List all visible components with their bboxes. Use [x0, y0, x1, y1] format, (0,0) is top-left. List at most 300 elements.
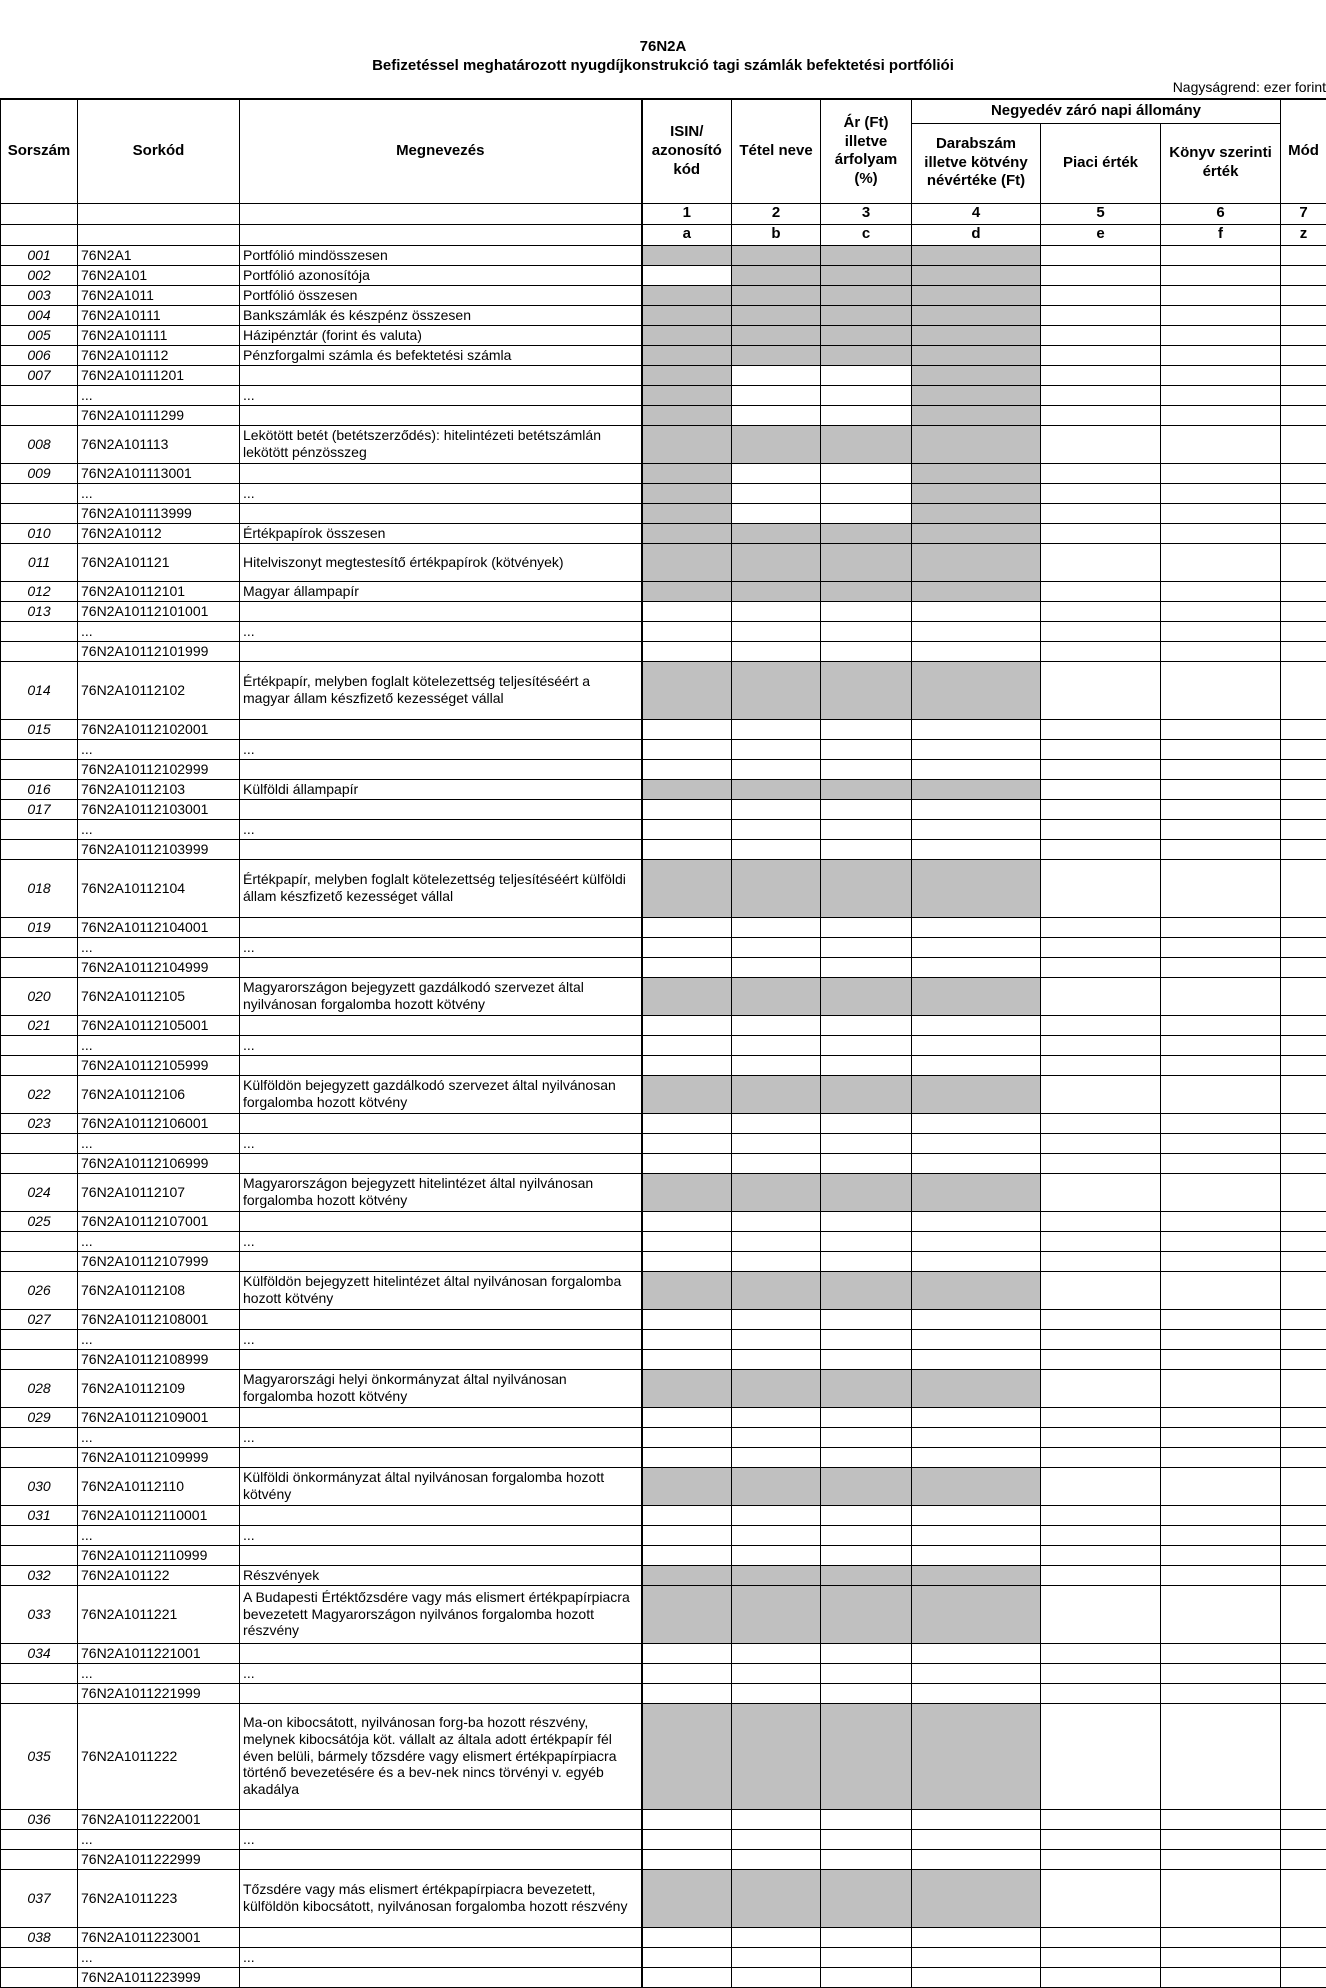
cell-konyv[interactable]: [1161, 1427, 1281, 1447]
cell-tetel[interactable]: [732, 1369, 821, 1407]
cell-ar[interactable]: [821, 1505, 912, 1525]
cell-ar[interactable]: [821, 1211, 912, 1231]
cell-tetel[interactable]: [732, 1947, 821, 1967]
cell-mod[interactable]: [1281, 1309, 1326, 1329]
cell-ar[interactable]: [821, 405, 912, 425]
cell-darab[interactable]: [912, 1703, 1041, 1809]
cell-isin[interactable]: [642, 1869, 732, 1927]
cell-mod[interactable]: [1281, 1829, 1326, 1849]
cell-konyv[interactable]: [1161, 503, 1281, 523]
cell-piaci[interactable]: [1041, 1427, 1161, 1447]
cell-konyv[interactable]: [1161, 385, 1281, 405]
cell-mod[interactable]: [1281, 1173, 1326, 1211]
cell-mod[interactable]: [1281, 1703, 1326, 1809]
cell-darab[interactable]: [912, 1683, 1041, 1703]
cell-tetel[interactable]: [732, 1015, 821, 1035]
cell-tetel[interactable]: [732, 779, 821, 799]
cell-piaci[interactable]: [1041, 641, 1161, 661]
cell-ar[interactable]: [821, 1829, 912, 1849]
cell-isin[interactable]: [642, 245, 732, 265]
cell-darab[interactable]: [912, 1849, 1041, 1869]
cell-mod[interactable]: [1281, 1113, 1326, 1133]
cell-darab[interactable]: [912, 523, 1041, 543]
cell-piaci[interactable]: [1041, 463, 1161, 483]
cell-isin[interactable]: [642, 1927, 732, 1947]
cell-isin[interactable]: [642, 1035, 732, 1055]
cell-piaci[interactable]: [1041, 1525, 1161, 1545]
cell-isin[interactable]: [642, 601, 732, 621]
cell-ar[interactable]: [821, 1849, 912, 1869]
cell-ar[interactable]: [821, 661, 912, 719]
cell-darab[interactable]: [912, 1525, 1041, 1545]
cell-piaci[interactable]: [1041, 1467, 1161, 1505]
cell-isin[interactable]: [642, 641, 732, 661]
cell-konyv[interactable]: [1161, 819, 1281, 839]
cell-piaci[interactable]: [1041, 1271, 1161, 1309]
cell-isin[interactable]: [642, 739, 732, 759]
cell-darab[interactable]: [912, 1075, 1041, 1113]
cell-tetel[interactable]: [732, 719, 821, 739]
cell-piaci[interactable]: [1041, 1329, 1161, 1349]
cell-tetel[interactable]: [732, 759, 821, 779]
cell-konyv[interactable]: [1161, 523, 1281, 543]
cell-isin[interactable]: [642, 325, 732, 345]
cell-tetel[interactable]: [732, 739, 821, 759]
cell-isin[interactable]: [642, 799, 732, 819]
cell-piaci[interactable]: [1041, 1113, 1161, 1133]
cell-tetel[interactable]: [732, 1427, 821, 1447]
cell-isin[interactable]: [642, 1309, 732, 1329]
cell-piaci[interactable]: [1041, 859, 1161, 917]
cell-darab[interactable]: [912, 957, 1041, 977]
cell-tetel[interactable]: [732, 1075, 821, 1113]
cell-darab[interactable]: [912, 405, 1041, 425]
cell-darab[interactable]: [912, 1545, 1041, 1565]
cell-isin[interactable]: [642, 661, 732, 719]
cell-piaci[interactable]: [1041, 1849, 1161, 1869]
cell-darab[interactable]: [912, 937, 1041, 957]
cell-piaci[interactable]: [1041, 1035, 1161, 1055]
cell-isin[interactable]: [642, 1829, 732, 1849]
cell-ar[interactable]: [821, 1407, 912, 1427]
cell-ar[interactable]: [821, 1133, 912, 1153]
cell-tetel[interactable]: [732, 819, 821, 839]
cell-mod[interactable]: [1281, 739, 1326, 759]
cell-tetel[interactable]: [732, 1505, 821, 1525]
cell-isin[interactable]: [642, 1211, 732, 1231]
cell-mod[interactable]: [1281, 1683, 1326, 1703]
cell-tetel[interactable]: [732, 1035, 821, 1055]
cell-tetel[interactable]: [732, 1545, 821, 1565]
cell-tetel[interactable]: [732, 1447, 821, 1467]
cell-isin[interactable]: [642, 1643, 732, 1663]
cell-ar[interactable]: [821, 1271, 912, 1309]
cell-ar[interactable]: [821, 503, 912, 523]
cell-konyv[interactable]: [1161, 601, 1281, 621]
cell-isin[interactable]: [642, 1467, 732, 1505]
cell-ar[interactable]: [821, 719, 912, 739]
cell-konyv[interactable]: [1161, 1407, 1281, 1427]
cell-ar[interactable]: [821, 1967, 912, 1987]
cell-piaci[interactable]: [1041, 1211, 1161, 1231]
cell-konyv[interactable]: [1161, 1927, 1281, 1947]
cell-piaci[interactable]: [1041, 1133, 1161, 1153]
cell-ar[interactable]: [821, 937, 912, 957]
cell-ar[interactable]: [821, 739, 912, 759]
cell-isin[interactable]: [642, 425, 732, 463]
cell-darab[interactable]: [912, 365, 1041, 385]
cell-ar[interactable]: [821, 1055, 912, 1075]
cell-piaci[interactable]: [1041, 385, 1161, 405]
cell-darab[interactable]: [912, 1643, 1041, 1663]
cell-ar[interactable]: [821, 641, 912, 661]
cell-tetel[interactable]: [732, 1113, 821, 1133]
cell-mod[interactable]: [1281, 523, 1326, 543]
cell-darab[interactable]: [912, 503, 1041, 523]
cell-mod[interactable]: [1281, 641, 1326, 661]
cell-konyv[interactable]: [1161, 1369, 1281, 1407]
cell-ar[interactable]: [821, 621, 912, 641]
cell-isin[interactable]: [642, 1683, 732, 1703]
cell-konyv[interactable]: [1161, 1251, 1281, 1271]
cell-piaci[interactable]: [1041, 1505, 1161, 1525]
cell-mod[interactable]: [1281, 957, 1326, 977]
cell-isin[interactable]: [642, 719, 732, 739]
cell-piaci[interactable]: [1041, 285, 1161, 305]
cell-isin[interactable]: [642, 1329, 732, 1349]
cell-konyv[interactable]: [1161, 739, 1281, 759]
cell-mod[interactable]: [1281, 661, 1326, 719]
cell-konyv[interactable]: [1161, 1663, 1281, 1683]
cell-tetel[interactable]: [732, 799, 821, 819]
cell-konyv[interactable]: [1161, 1309, 1281, 1329]
cell-tetel[interactable]: [732, 1585, 821, 1643]
cell-piaci[interactable]: [1041, 543, 1161, 581]
cell-mod[interactable]: [1281, 1927, 1326, 1947]
cell-piaci[interactable]: [1041, 739, 1161, 759]
cell-piaci[interactable]: [1041, 1927, 1161, 1947]
cell-isin[interactable]: [642, 1663, 732, 1683]
cell-isin[interactable]: [642, 463, 732, 483]
cell-konyv[interactable]: [1161, 1545, 1281, 1565]
cell-piaci[interactable]: [1041, 581, 1161, 601]
cell-mod[interactable]: [1281, 483, 1326, 503]
cell-isin[interactable]: [642, 1585, 732, 1643]
cell-piaci[interactable]: [1041, 1309, 1161, 1329]
cell-ar[interactable]: [821, 1663, 912, 1683]
cell-konyv[interactable]: [1161, 957, 1281, 977]
cell-piaci[interactable]: [1041, 1663, 1161, 1683]
cell-ar[interactable]: [821, 1809, 912, 1829]
cell-mod[interactable]: [1281, 1663, 1326, 1683]
cell-konyv[interactable]: [1161, 245, 1281, 265]
cell-darab[interactable]: [912, 1271, 1041, 1309]
cell-tetel[interactable]: [732, 661, 821, 719]
cell-darab[interactable]: [912, 325, 1041, 345]
cell-tetel[interactable]: [732, 1663, 821, 1683]
cell-isin[interactable]: [642, 523, 732, 543]
cell-ar[interactable]: [821, 1927, 912, 1947]
cell-isin[interactable]: [642, 285, 732, 305]
cell-mod[interactable]: [1281, 1349, 1326, 1369]
cell-konyv[interactable]: [1161, 1703, 1281, 1809]
cell-tetel[interactable]: [732, 601, 821, 621]
cell-ar[interactable]: [821, 917, 912, 937]
cell-darab[interactable]: [912, 1211, 1041, 1231]
cell-tetel[interactable]: [732, 1525, 821, 1545]
cell-mod[interactable]: [1281, 425, 1326, 463]
cell-tetel[interactable]: [732, 1643, 821, 1663]
cell-ar[interactable]: [821, 305, 912, 325]
cell-isin[interactable]: [642, 1545, 732, 1565]
cell-ar[interactable]: [821, 1643, 912, 1663]
cell-darab[interactable]: [912, 1447, 1041, 1467]
cell-ar[interactable]: [821, 1329, 912, 1349]
cell-isin[interactable]: [642, 503, 732, 523]
cell-ar[interactable]: [821, 1525, 912, 1545]
cell-ar[interactable]: [821, 325, 912, 345]
cell-tetel[interactable]: [732, 1309, 821, 1329]
cell-darab[interactable]: [912, 1585, 1041, 1643]
cell-mod[interactable]: [1281, 1467, 1326, 1505]
cell-darab[interactable]: [912, 463, 1041, 483]
cell-isin[interactable]: [642, 1113, 732, 1133]
cell-konyv[interactable]: [1161, 1585, 1281, 1643]
cell-piaci[interactable]: [1041, 345, 1161, 365]
cell-darab[interactable]: [912, 1505, 1041, 1525]
cell-tetel[interactable]: [732, 641, 821, 661]
cell-darab[interactable]: [912, 1427, 1041, 1447]
cell-mod[interactable]: [1281, 345, 1326, 365]
cell-piaci[interactable]: [1041, 1829, 1161, 1849]
cell-piaci[interactable]: [1041, 503, 1161, 523]
cell-isin[interactable]: [642, 483, 732, 503]
cell-konyv[interactable]: [1161, 1035, 1281, 1055]
cell-mod[interactable]: [1281, 1947, 1326, 1967]
cell-darab[interactable]: [912, 661, 1041, 719]
cell-isin[interactable]: [642, 1967, 732, 1987]
cell-isin[interactable]: [642, 1407, 732, 1427]
cell-isin[interactable]: [642, 305, 732, 325]
cell-konyv[interactable]: [1161, 1467, 1281, 1505]
cell-konyv[interactable]: [1161, 759, 1281, 779]
cell-tetel[interactable]: [732, 1133, 821, 1153]
cell-darab[interactable]: [912, 1369, 1041, 1407]
cell-piaci[interactable]: [1041, 365, 1161, 385]
cell-konyv[interactable]: [1161, 799, 1281, 819]
cell-tetel[interactable]: [732, 917, 821, 937]
cell-darab[interactable]: [912, 1251, 1041, 1271]
cell-tetel[interactable]: [732, 285, 821, 305]
cell-tetel[interactable]: [732, 503, 821, 523]
cell-isin[interactable]: [642, 1505, 732, 1525]
cell-piaci[interactable]: [1041, 779, 1161, 799]
cell-tetel[interactable]: [732, 1703, 821, 1809]
cell-tetel[interactable]: [732, 1565, 821, 1585]
cell-isin[interactable]: [642, 543, 732, 581]
cell-tetel[interactable]: [732, 839, 821, 859]
cell-ar[interactable]: [821, 1075, 912, 1113]
cell-darab[interactable]: [912, 285, 1041, 305]
cell-mod[interactable]: [1281, 1643, 1326, 1663]
cell-darab[interactable]: [912, 759, 1041, 779]
cell-tetel[interactable]: [732, 937, 821, 957]
cell-mod[interactable]: [1281, 977, 1326, 1015]
cell-mod[interactable]: [1281, 245, 1326, 265]
cell-tetel[interactable]: [732, 621, 821, 641]
cell-tetel[interactable]: [732, 859, 821, 917]
cell-konyv[interactable]: [1161, 1809, 1281, 1829]
cell-isin[interactable]: [642, 1015, 732, 1035]
cell-mod[interactable]: [1281, 543, 1326, 581]
cell-mod[interactable]: [1281, 265, 1326, 285]
cell-konyv[interactable]: [1161, 1505, 1281, 1525]
cell-konyv[interactable]: [1161, 1113, 1281, 1133]
cell-darab[interactable]: [912, 483, 1041, 503]
cell-tetel[interactable]: [732, 543, 821, 581]
cell-mod[interactable]: [1281, 839, 1326, 859]
cell-darab[interactable]: [912, 1869, 1041, 1927]
cell-tetel[interactable]: [732, 977, 821, 1015]
cell-darab[interactable]: [912, 977, 1041, 1015]
cell-konyv[interactable]: [1161, 1271, 1281, 1309]
cell-mod[interactable]: [1281, 1329, 1326, 1349]
cell-isin[interactable]: [642, 1251, 732, 1271]
cell-piaci[interactable]: [1041, 621, 1161, 641]
cell-isin[interactable]: [642, 581, 732, 601]
cell-mod[interactable]: [1281, 305, 1326, 325]
cell-piaci[interactable]: [1041, 759, 1161, 779]
cell-konyv[interactable]: [1161, 839, 1281, 859]
cell-mod[interactable]: [1281, 325, 1326, 345]
cell-darab[interactable]: [912, 305, 1041, 325]
cell-piaci[interactable]: [1041, 1869, 1161, 1927]
cell-isin[interactable]: [642, 1565, 732, 1585]
cell-tetel[interactable]: [732, 1271, 821, 1309]
cell-mod[interactable]: [1281, 1505, 1326, 1525]
cell-piaci[interactable]: [1041, 1809, 1161, 1829]
cell-tetel[interactable]: [732, 1329, 821, 1349]
cell-mod[interactable]: [1281, 917, 1326, 937]
cell-darab[interactable]: [912, 1035, 1041, 1055]
cell-darab[interactable]: [912, 859, 1041, 917]
cell-mod[interactable]: [1281, 1133, 1326, 1153]
cell-darab[interactable]: [912, 1967, 1041, 1987]
cell-piaci[interactable]: [1041, 1075, 1161, 1113]
cell-isin[interactable]: [642, 1849, 732, 1869]
cell-mod[interactable]: [1281, 819, 1326, 839]
cell-konyv[interactable]: [1161, 305, 1281, 325]
cell-piaci[interactable]: [1041, 523, 1161, 543]
cell-isin[interactable]: [642, 265, 732, 285]
cell-mod[interactable]: [1281, 601, 1326, 621]
cell-isin[interactable]: [642, 345, 732, 365]
cell-ar[interactable]: [821, 1447, 912, 1467]
cell-piaci[interactable]: [1041, 1251, 1161, 1271]
cell-tetel[interactable]: [732, 463, 821, 483]
cell-mod[interactable]: [1281, 1035, 1326, 1055]
cell-darab[interactable]: [912, 601, 1041, 621]
cell-darab[interactable]: [912, 819, 1041, 839]
cell-piaci[interactable]: [1041, 957, 1161, 977]
cell-darab[interactable]: [912, 425, 1041, 463]
cell-ar[interactable]: [821, 1251, 912, 1271]
cell-piaci[interactable]: [1041, 405, 1161, 425]
cell-piaci[interactable]: [1041, 305, 1161, 325]
cell-isin[interactable]: [642, 819, 732, 839]
cell-tetel[interactable]: [732, 425, 821, 463]
cell-isin[interactable]: [642, 1153, 732, 1173]
cell-piaci[interactable]: [1041, 1643, 1161, 1663]
cell-ar[interactable]: [821, 1869, 912, 1927]
cell-ar[interactable]: [821, 385, 912, 405]
cell-mod[interactable]: [1281, 1447, 1326, 1467]
cell-mod[interactable]: [1281, 1525, 1326, 1545]
cell-tetel[interactable]: [732, 1407, 821, 1427]
cell-ar[interactable]: [821, 523, 912, 543]
cell-darab[interactable]: [912, 839, 1041, 859]
cell-piaci[interactable]: [1041, 819, 1161, 839]
cell-piaci[interactable]: [1041, 917, 1161, 937]
cell-darab[interactable]: [912, 1133, 1041, 1153]
cell-tetel[interactable]: [732, 1349, 821, 1369]
cell-ar[interactable]: [821, 483, 912, 503]
cell-konyv[interactable]: [1161, 1329, 1281, 1349]
cell-konyv[interactable]: [1161, 1055, 1281, 1075]
cell-mod[interactable]: [1281, 1967, 1326, 1987]
cell-ar[interactable]: [821, 1113, 912, 1133]
cell-darab[interactable]: [912, 1947, 1041, 1967]
cell-konyv[interactable]: [1161, 917, 1281, 937]
cell-konyv[interactable]: [1161, 265, 1281, 285]
cell-mod[interactable]: [1281, 719, 1326, 739]
cell-konyv[interactable]: [1161, 937, 1281, 957]
cell-ar[interactable]: [821, 265, 912, 285]
cell-mod[interactable]: [1281, 1849, 1326, 1869]
cell-piaci[interactable]: [1041, 1585, 1161, 1643]
cell-ar[interactable]: [821, 1947, 912, 1967]
cell-konyv[interactable]: [1161, 1947, 1281, 1967]
cell-isin[interactable]: [642, 759, 732, 779]
cell-ar[interactable]: [821, 345, 912, 365]
cell-tetel[interactable]: [732, 581, 821, 601]
cell-mod[interactable]: [1281, 1251, 1326, 1271]
cell-mod[interactable]: [1281, 1231, 1326, 1251]
cell-darab[interactable]: [912, 1809, 1041, 1829]
cell-ar[interactable]: [821, 1369, 912, 1407]
cell-ar[interactable]: [821, 1015, 912, 1035]
cell-ar[interactable]: [821, 601, 912, 621]
cell-mod[interactable]: [1281, 405, 1326, 425]
cell-tetel[interactable]: [732, 1927, 821, 1947]
cell-tetel[interactable]: [732, 1211, 821, 1231]
cell-ar[interactable]: [821, 425, 912, 463]
cell-tetel[interactable]: [732, 1173, 821, 1211]
cell-konyv[interactable]: [1161, 463, 1281, 483]
cell-konyv[interactable]: [1161, 1173, 1281, 1211]
cell-tetel[interactable]: [732, 385, 821, 405]
cell-darab[interactable]: [912, 1153, 1041, 1173]
cell-konyv[interactable]: [1161, 1447, 1281, 1467]
cell-darab[interactable]: [912, 1927, 1041, 1947]
cell-darab[interactable]: [912, 543, 1041, 581]
cell-piaci[interactable]: [1041, 1407, 1161, 1427]
cell-tetel[interactable]: [732, 483, 821, 503]
cell-isin[interactable]: [642, 1369, 732, 1407]
cell-darab[interactable]: [912, 385, 1041, 405]
cell-mod[interactable]: [1281, 1407, 1326, 1427]
cell-piaci[interactable]: [1041, 1055, 1161, 1075]
